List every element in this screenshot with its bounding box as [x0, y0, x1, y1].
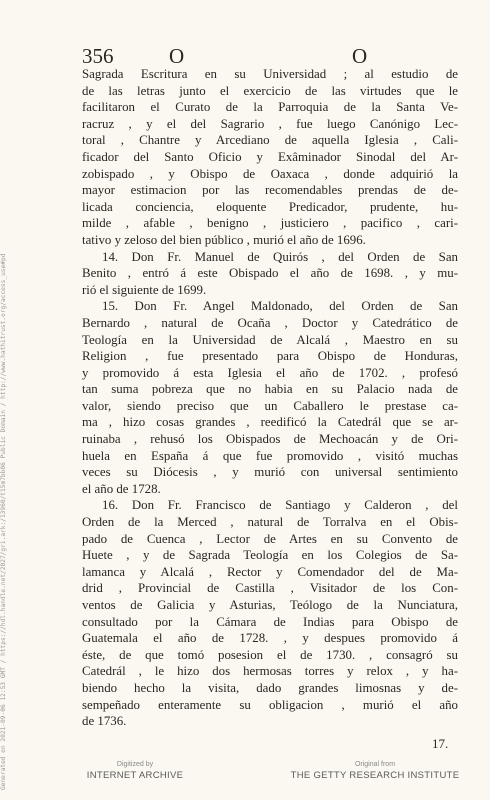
page-number: 356 [82, 44, 114, 68]
text-line: pado de Cuenca , Lector de Artes en su Convento de [82, 531, 458, 546]
text-line: huela en España á que fue promovido , visitó muchas [82, 448, 458, 463]
text-line: lamanca y Alcalá , Rector y Comendador del de Ma- [82, 564, 458, 579]
text-line: facilitaron el Curato de la Parroquia de la Santa Ve- [82, 100, 458, 115]
text-line: de las letras junto el exercicio de las virtudes que le [82, 83, 458, 98]
footer-original-from [290, 760, 460, 782]
body-text [82, 66, 458, 730]
watermark-text: Generated on 2021-09-06 12:53 GMT / https://hdl.handle.net/2027/gri.ark:/13960/t15m7bb06 Public Domain / http://www.hathitrust.org/access_use#pd [0, 253, 7, 790]
footer-digitized-by [80, 760, 190, 782]
text-line: Sagrada Escritura en su Universidad ; al estudio de [82, 67, 458, 81]
text-line: Huete , y de Sagrada Teología en los Colegios de Sa- [82, 548, 458, 563]
text-line: milde , afable , benigno , justiciero , pacifico , cari- [82, 216, 458, 231]
text-line: 14. Don Fr. Manuel de Quirós , del Orden de San [102, 249, 458, 264]
text-line: ficador del Santo Oficio y Exâminador Sinodal del Ar- [82, 149, 458, 164]
text-line: Catedrál , le hizo dos hermosas torres y relox , y ha- [82, 664, 458, 679]
text-line: consultado por la Cámara de Indias para Obispo de [82, 614, 458, 629]
text-line: sempeñado enteramente su obligacion , murió el año [82, 697, 458, 712]
text-line: zobispado , y Obispo de Oaxaca , donde adquirió la [82, 166, 458, 181]
text-line: Benito , entró á este Obispado el año de 1698. , y mu- [82, 266, 458, 281]
text-line: valor, siendo preciso que un Caballero le prestase ca- [82, 398, 458, 413]
footer [0, 760, 490, 800]
text-line: biendo hecho la visita, dado grandes limosnas y de- [82, 680, 458, 695]
text-line: Teología en la Universidad de Alcalá , Maestro en su [82, 332, 458, 347]
text-line: ma , hizo cosas grandes , reedificó la Catedrál que se ar- [82, 415, 458, 430]
page-header [82, 44, 462, 68]
text-line: Orden de la Merced , natural de Torralva en el Obis- [82, 515, 458, 530]
footer-left-big: INTERNET ARCHIVE [86, 770, 184, 781]
text-line: el año de 1728. [82, 481, 161, 496]
text-line: y promovido á esta Iglesia el año de 1702. , profesó [82, 365, 458, 380]
header-letter-left: O [169, 44, 185, 68]
text-line: de 1736. [82, 714, 127, 729]
text-line: veces su Diócesis , y murió con universal sentimiento [82, 465, 458, 480]
text-line: ruinaba , rehusó los Obispados de Mechoacán y de Ori- [82, 432, 458, 447]
text-line: ventos de Galicia y Asturias, Teólogo de la Nunciatura, [82, 598, 458, 612]
catchword: 17. [432, 736, 449, 751]
text-line: 15. Don Fr. Angel Maldonado, del Orden de San [102, 299, 458, 314]
text-line: tan suma pobreza que no habia en su Palacio nada de [82, 382, 458, 397]
text-line: mayor estimacion por las recomendables prendas de de- [82, 183, 458, 198]
hathitrust-watermark [0, 253, 12, 790]
text-line: racruz , y el del Sagrario , fue luego Canónigo Lec- [82, 116, 458, 131]
text-line: 16. Don Fr. Francisco de Santiago y Calderon , del [102, 498, 458, 513]
text-line: Guatemala el año de 1728. , y despues promovido á [82, 631, 458, 646]
footer-right-big: THE GETTY RESEARCH INSTITUTE [290, 770, 460, 781]
text-line: éste, de que tomó posesion el de 1730. , consagró su [82, 647, 458, 662]
text-line: rió el siguiente de 1699. [82, 282, 207, 297]
text-line: tativo y zeloso del bien público , murió el año de 1696. [82, 232, 366, 247]
text-line: toral , Chantre y Arcediano de aquella Iglesia , Cali- [82, 133, 458, 148]
text-line: Bernardo , natural de Ocaña , Doctor y Catedrático de [82, 315, 458, 330]
header-letter-right: O [352, 44, 368, 68]
footer-left-small: Digitized by [116, 761, 154, 768]
text-line: drid , Provincial de Castilla , Visitador de los Con- [82, 581, 458, 596]
text-line: Religion , fue presentado para Obispo de Honduras, [82, 349, 458, 364]
footer-right-small: Original from [354, 761, 396, 768]
text-line: licada conciencia, eloquente Predicador, prudente, hu- [82, 199, 458, 214]
